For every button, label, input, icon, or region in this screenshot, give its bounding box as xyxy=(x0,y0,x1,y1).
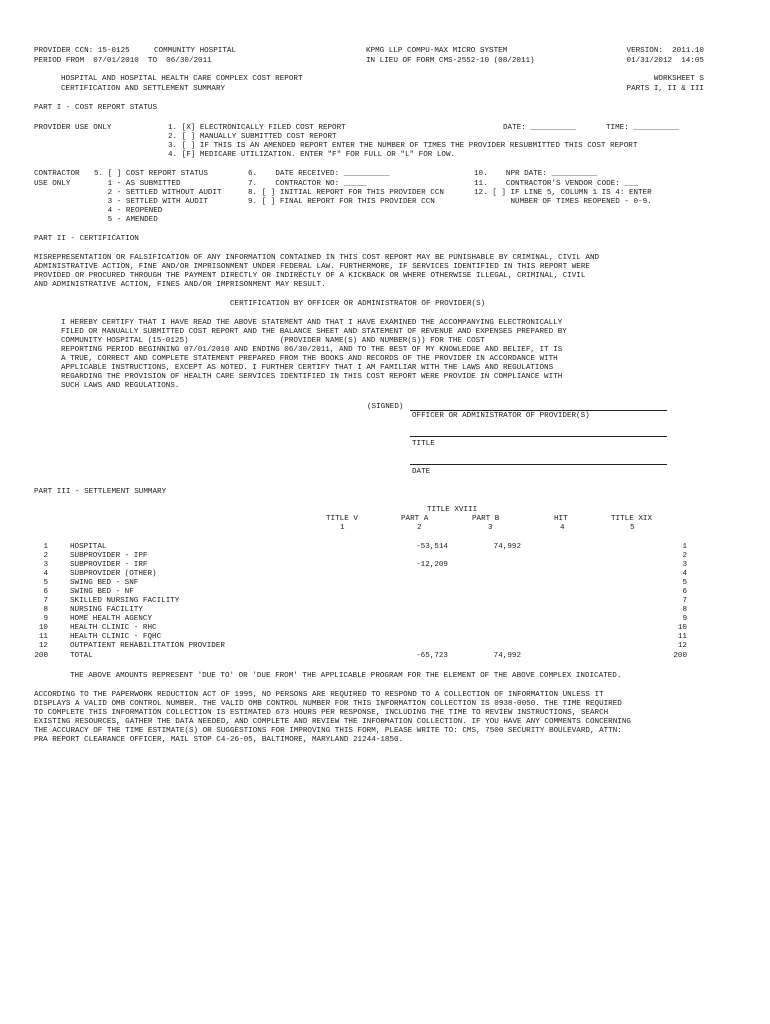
hospital-name: COMMUNITY HOSPITAL xyxy=(154,47,237,55)
line-number: 4 xyxy=(43,570,48,578)
line-number-right: 2 xyxy=(682,552,687,560)
line-number-right: 4 xyxy=(682,570,687,578)
line-number-right: 7 xyxy=(682,597,687,605)
line-number-right: 9 xyxy=(682,615,687,623)
title-label: TITLE xyxy=(412,440,435,448)
software-system: KPMG LLP COMPU-MAX MICRO SYSTEM xyxy=(366,47,508,55)
report-datetime: 01/31/2012 14:05 xyxy=(626,57,704,65)
line-number: 6 xyxy=(43,588,48,596)
date-label: DATE xyxy=(412,468,431,476)
line-label: HOSPITAL xyxy=(70,543,107,551)
status-option-2: 2 - SETTLED WITHOUT AUDIT xyxy=(94,189,222,197)
part-b-amount: 74,992 xyxy=(493,543,521,551)
line-number-right: 1 xyxy=(682,543,687,551)
line-number: 7 xyxy=(43,597,48,605)
part-a-amount: -12,209 xyxy=(416,561,448,569)
signed-label: (SIGNED) xyxy=(367,403,404,411)
col-part-a: PART A xyxy=(401,515,429,523)
part1-heading: PART I - COST REPORT STATUS xyxy=(34,104,158,112)
pra-line-3: TO COMPLETE THIS INFORMATION COLLECTION IS ESTIMATED 673 HOURS PER RESPONSE, INCLUDING THE TIME TO REVIEW INSTRUCTIONS, SEARCH xyxy=(34,709,609,717)
cert-line-6: APPLICABLE INSTRUCTIONS, EXCEPT AS NOTED. I FURTHER CERTIFY THAT I AM FAMILIAR WITH THE LAWS AND REGULATIONS xyxy=(61,364,554,372)
provider-use-only: PROVIDER USE ONLY xyxy=(34,124,112,132)
reopened-line-12: 12. [ ] IF LINE 5, COLUMN 1 IS 4: ENTER xyxy=(474,189,652,197)
contractor-label: CONTRACTOR xyxy=(34,170,80,178)
use-only-label: USE ONLY xyxy=(34,180,71,188)
line-number-right: 3 xyxy=(682,561,687,569)
reopened-count: NUMBER OF TIMES REOPENED - 0-9. xyxy=(474,198,652,206)
date-line xyxy=(410,464,667,465)
pra-line-1: ACCORDING TO THE PAPERWORK REDUCTION ACT OF 1995, NO PERSONS ARE REQUIRED TO RESPOND TO A COLLECTION OF INFORMATION UNLESS IT xyxy=(34,691,604,699)
line-label: SUBPROVIDER - IPF xyxy=(70,552,148,560)
line-number: 200 xyxy=(34,652,48,660)
time-field: TIME: __________ xyxy=(606,124,679,132)
status-option-3: 3 - SETTLED WITH AUDIT xyxy=(94,198,208,206)
col-hit: HIT xyxy=(554,515,568,523)
line-number: 8 xyxy=(43,606,48,614)
part1-item-2: 2. [ ] MANUALLY SUBMITTED COST REPORT xyxy=(168,133,337,141)
line-number: 10 xyxy=(38,624,48,632)
line-number: 2 xyxy=(43,552,48,560)
col-num-4: 4 xyxy=(560,524,565,532)
cert-line-1: I HEREBY CERTIFY THAT I HAVE READ THE ABOVE STATEMENT AND THAT I HAVE EXAMINED THE ACCOMPANYING ELECTRONICALLY xyxy=(61,319,563,327)
part-a-amount: -53,514 xyxy=(416,543,448,551)
line-number: 3 xyxy=(43,561,48,569)
line-label: SKILLED NURSING FACILITY xyxy=(70,597,180,605)
col-num-3: 3 xyxy=(488,524,493,532)
line-label: SWING BED - SNF xyxy=(70,579,139,587)
status-option-5: 5 - AMENDED xyxy=(94,216,158,224)
worksheet-label: WORKSHEET S xyxy=(653,75,704,83)
line-number-right: 5 xyxy=(682,579,687,587)
officer-label: OFFICER OR ADMINISTRATOR OF PROVIDER(S) xyxy=(412,412,590,420)
line-label: SUBPROVIDER - IRF xyxy=(70,561,148,569)
part-a-amount: -65,723 xyxy=(416,652,448,660)
cert-line-7: REGARDING THE PROVISION OF HEALTH CARE SERVICES IDENTIFIED IN THIS COST REPORT WERE PROVIDE IN COMPLIANCE WITH xyxy=(61,373,563,381)
title-line xyxy=(410,436,667,437)
col-title-xix: TITLE XIX xyxy=(611,515,653,523)
line-label: SUBPROVIDER (OTHER) xyxy=(70,570,157,578)
signature-line xyxy=(410,410,667,411)
col-num-2: 2 xyxy=(417,524,422,532)
pra-line-6: PRA REPORT CLEARANCE OFFICER, MAIL STOP C4-26-05, BALTIMORE, MARYLAND 21244-1850. xyxy=(34,736,404,744)
part1-item-3: 3. [ ] IF THIS IS AN AMENDED REPORT ENTER THE NUMBER OF TIMES THE PROVIDER RESUBMITTED THIS COST REPORT xyxy=(168,142,638,150)
line-number: 12 xyxy=(38,642,48,650)
warning-line-4: AND ADMINISTRATIVE ACTION, FINES AND/OR IMPRISONMENT MAY RESULT. xyxy=(34,281,326,289)
settlement-note: THE ABOVE AMOUNTS REPRESENT 'DUE TO' OR 'DUE FROM' THE APPLICABLE PROGRAM FOR THE ELEMENT OF THE ABOVE COMPLEX INDICATED. xyxy=(70,672,622,680)
line-label: NURSING FACILITY xyxy=(70,606,143,614)
warning-line-2: ADMINISTRATIVE ACTION, FINE AND/OR IMPRISONMENT UNDER FEDERAL LAW. FURTHERMORE, IF SERVICES IDENTIFIED IN THIS REPORT WERE xyxy=(34,263,590,271)
status-option-4: 4 - REOPENED xyxy=(94,207,163,215)
initial-report: 8. [ ] INITIAL REPORT FOR THIS PROVIDER CCN xyxy=(248,189,444,197)
worksheet-parts: PARTS I, II & III xyxy=(626,85,704,93)
line-number-right: 11 xyxy=(677,633,687,641)
provider-ccn: PROVIDER CCN: 15-0125 xyxy=(34,47,130,55)
line-number-right: 200 xyxy=(673,652,687,660)
pra-line-5: THE ACCURACY OF THE TIME ESTIMATE(S) OR SUGGESTIONS FOR IMPROVING THIS FORM, PLEASE WRITE TO: CMS, 7500 SECURITY BOULEVARD, ATTN: xyxy=(34,727,622,735)
part1-item-4: 4. [F] MEDICARE UTILIZATION. ENTER "F" FOR FULL OR "L" FOR LOW. xyxy=(168,151,456,159)
line-number-right: 12 xyxy=(677,642,687,650)
line-number-right: 8 xyxy=(682,606,687,614)
part2-heading: PART II - CERTIFICATION xyxy=(34,235,139,243)
line-label: HOME HEALTH AGENCY xyxy=(70,615,153,623)
report-subtitle: CERTIFICATION AND SETTLEMENT SUMMARY xyxy=(61,85,226,93)
pra-line-4: EXISTING RESOURCES, GATHER THE DATA NEEDED, AND COMPLETE AND REVIEW THE INFORMATION COLLECTION. IF YOU HAVE ANY COMMENTS CONCERNING xyxy=(34,718,631,726)
date-received: 6. DATE RECEIVED: __________ xyxy=(248,170,390,178)
line-label: HEALTH CLINIC - FQHC xyxy=(70,633,162,641)
date-field: DATE: __________ xyxy=(503,124,576,132)
line-number: 11 xyxy=(38,633,48,641)
report-period: PERIOD FROM 07/01/2010 TO 06/30/2011 xyxy=(34,57,212,65)
line-number-right: 10 xyxy=(677,624,687,632)
line-number: 5 xyxy=(43,579,48,587)
warning-line-3: PROVIDED OR PROCURED THROUGH THE PAYMENT DIRECTLY OR INDIRECTLY OF A KICKBACK OR WHERE OTHERWISE ILLEGAL, CRIMINAL, CIVIL xyxy=(34,272,586,280)
title-xviii-header: TITLE XVIII xyxy=(427,506,478,514)
line-label: OUTPATIENT REHABILITATION PROVIDER xyxy=(70,642,225,650)
cert-line-5: A TRUE, CORRECT AND COMPLETE STATEMENT PREPARED FROM THE BOOKS AND RECORDS OF THE PROVIDER IN ACCORDANCE WITH xyxy=(61,355,558,363)
line-label: HEALTH CLINIC - RHC xyxy=(70,624,157,632)
contractor-number: 7. CONTRACTOR NO: _____ xyxy=(248,180,367,188)
line-number-right: 6 xyxy=(682,588,687,596)
col-num-1: 1 xyxy=(340,524,345,532)
line-number: 1 xyxy=(43,543,48,551)
line-number: 9 xyxy=(43,615,48,623)
status-option-1: 1 - AS SUBMITTED xyxy=(94,180,181,188)
cert-line-4: REPORTING PERIOD BEGINNING 07/01/2010 AND ENDING 06/30/2011, AND TO THE BEST OF MY KNOWLEDGE AND BELIEF, IT IS xyxy=(61,346,563,354)
cert-line-8: SUCH LAWS AND REGULATIONS. xyxy=(61,382,180,390)
status-line-5: 5. [ ] COST REPORT STATUS xyxy=(94,170,208,178)
npr-date: 10. NPR DATE: __________ xyxy=(474,170,598,178)
line-label: TOTAL xyxy=(70,652,93,660)
form-number: IN LIEU OF FORM CMS-2552-10 (08/2011) xyxy=(366,57,535,65)
line-label: SWING BED - NF xyxy=(70,588,134,596)
part-b-amount: 74,992 xyxy=(493,652,521,660)
col-num-5: 5 xyxy=(630,524,635,532)
cert-line-3: COMMUNITY HOSPITAL (15-0125) (PROVIDER NAME(S) AND NUMBER(S)) FOR THE COST xyxy=(61,337,485,345)
col-title-v: TITLE V xyxy=(326,515,358,523)
report-title: HOSPITAL AND HOSPITAL HEALTH CARE COMPLEX COST REPORT xyxy=(61,75,303,83)
vendor-code: 11. CONTRACTOR'S VENDOR CODE: ___ xyxy=(474,180,639,188)
pra-line-2: DISPLAYS A VALID OMB CONTROL NUMBER. THE VALID OMB CONTROL NUMBER FOR THIS INFORMATION COLLECTION IS 0938-0050. THE TIME REQUIRED xyxy=(34,700,622,708)
cert-line-2: FILED OR MANUALLY SUBMITTED COST REPORT AND THE BALANCE SHEET AND STATEMENT OF REVENUE AND EXPENSES PREPARED BY xyxy=(61,328,567,336)
version: VERSION: 2011.10 xyxy=(626,47,704,55)
part1-item-1: 1. [X] ELECTRONICALLY FILED COST REPORT xyxy=(168,124,346,132)
warning-line-1: MISREPRESENTATION OR FALSIFICATION OF ANY INFORMATION CONTAINED IN THIS COST REPORT MAY BE PUNISHABLE BY CRIMINAL, CIVIL AND xyxy=(34,254,600,262)
certification-heading: CERTIFICATION BY OFFICER OR ADMINISTRATOR OF PROVIDER(S) xyxy=(230,300,486,308)
part3-heading: PART III - SETTLEMENT SUMMARY xyxy=(34,488,167,496)
final-report: 9. [ ] FINAL REPORT FOR THIS PROVIDER CCN xyxy=(248,198,435,206)
col-part-b: PART B xyxy=(472,515,500,523)
